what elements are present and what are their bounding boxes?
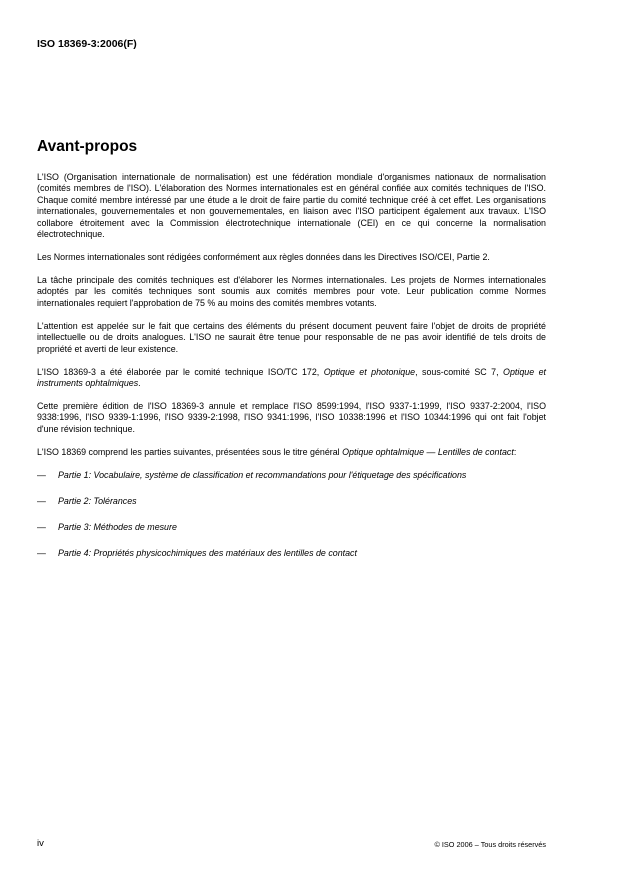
part-2-label: Partie 2: Tolérances bbox=[58, 495, 137, 506]
copyright-notice: © ISO 2006 – Tous droits réservés bbox=[434, 840, 546, 849]
parts-intro-text: L'ISO 18369 comprend les parties suivantes, présentées sous le titre général bbox=[37, 446, 343, 457]
page-number: iv bbox=[37, 838, 44, 849]
list-item bbox=[37, 470, 546, 481]
list-item bbox=[37, 496, 546, 507]
paragraph-technical-committees: La tâche principale des comités techniques est d'élaborer les Normes internationales. Les projets de Normes internationales adoptés par les comités techniques sont soumis aux comités membres pour vote. Leur publication comme Normes internationales requiert l'approbation de 75 % au moins des comités membres votants. bbox=[37, 275, 546, 308]
prepared-by-text-3: . bbox=[138, 378, 141, 389]
paragraph-iso-organization: L'ISO (Organisation internationale de normalisation) est une fédération mondiale d'organismes nationaux de normalisation (comités membres de l'ISO). L'élaboration des Normes internationales est en général confiée aux comités techniques de l'ISO. Chaque comité membre intéressé par une étude a le droit de faire partie du comité technique créé à cet effet. Les organisations internationales, gouvernementales et non gouvernementales, en liaison avec l'ISO participent également aux travaux. L'ISO collabore étroitement avec la Commission électrotechnique internationale (CEI) en ce qui concerne la normalisation électrotechnique. bbox=[37, 172, 546, 240]
paragraph-patent-rights: L'attention est appelée sur le fait que certains des éléments du présent document peuvent faire l'objet de droits de propriété intellectuelle ou de droits analogues. L'ISO ne saurait être tenue pour responsable de ne pas avoir identifié de tels droits de propriété et averti de leur existence. bbox=[37, 320, 546, 354]
foreword-body bbox=[37, 172, 546, 574]
parts-intro-colon: : bbox=[513, 446, 517, 457]
list-item bbox=[37, 522, 546, 533]
dash-marker: — bbox=[37, 495, 46, 506]
general-title: Optique ophtalmique — Lentilles de contact bbox=[342, 446, 514, 457]
paragraph-directives: Les Normes internationales sont rédigées conformément aux règles données dans les Directives ISO/CEI, Partie 2. bbox=[37, 252, 490, 263]
subcommittee-title: Optique et instruments ophtalmiques bbox=[37, 366, 547, 389]
dash-marker: — bbox=[37, 469, 46, 480]
committee-title: Optique et photonique bbox=[323, 366, 416, 377]
prepared-by-text-2: , sous-comité SC 7, bbox=[415, 366, 504, 377]
part-3-label: Partie 3: Méthodes de mesure bbox=[58, 521, 177, 532]
parts-list bbox=[37, 470, 546, 559]
dash-marker: — bbox=[37, 521, 46, 532]
document-header: ISO 18369-3:2006(F) bbox=[37, 38, 137, 50]
paragraph-prepared-by bbox=[37, 367, 546, 390]
part-4-label: Partie 4: Propriétés physicochimiques des matériaux des lentilles de contact bbox=[58, 547, 357, 558]
section-title: Avant-propos bbox=[37, 138, 138, 155]
prepared-by-text-1: L'ISO 18369-3 a été élaborée par le comité technique ISO/TC 172, bbox=[37, 366, 324, 377]
part-1-label: Partie 1: Vocabulaire, système de classification et recommandations pour l'étiquetage des spécifications bbox=[58, 469, 467, 480]
list-item bbox=[37, 548, 546, 559]
paragraph-edition: Cette première édition de l'ISO 18369-3 annule et remplace l'ISO 8599:1994, l'ISO 9337-1:1999, l'ISO 9337-2:2004, l'ISO 9338:1996, l'ISO 9339-1:1996, l'ISO 9339-2:1998, l'ISO 9341:1996, l'ISO 10338:1996 et l'ISO 10344:1996 qui ont fait l'objet d'une révision technique. bbox=[37, 401, 546, 434]
paragraph-parts-intro bbox=[37, 447, 546, 458]
dash-marker: — bbox=[37, 547, 46, 558]
